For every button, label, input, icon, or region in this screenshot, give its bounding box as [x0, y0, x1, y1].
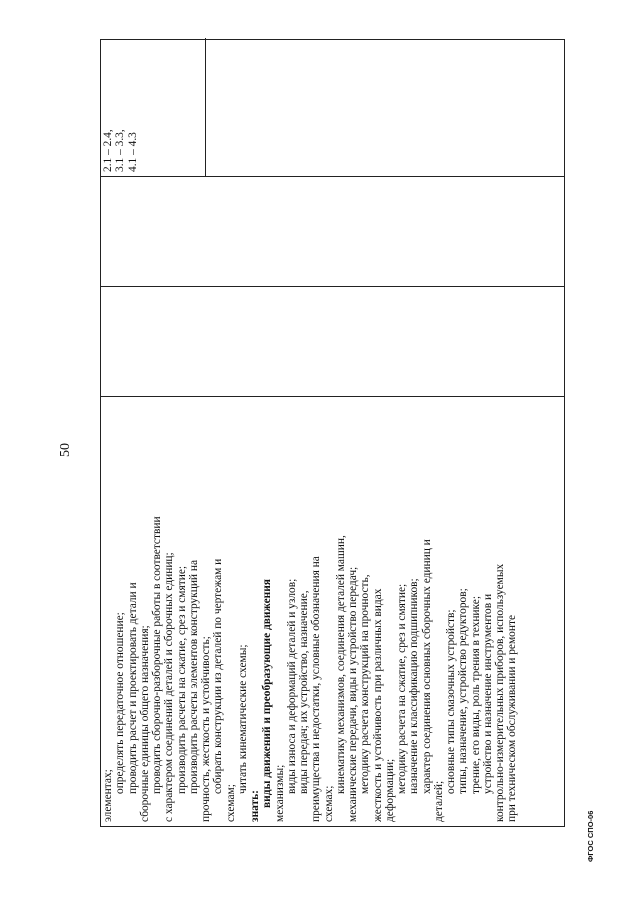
rotated-document-table	[100, 39, 565, 827]
content-line: сборочные единицы общего назначения;	[138, 625, 151, 822]
content-line: методику расчета на сжатие, срез и смятие;	[396, 583, 408, 794]
content-line: собирать конструкции из деталей по чертежам и	[212, 558, 225, 794]
content-line: прочность, жесткость и устойчивость;	[200, 636, 212, 822]
content-line: элементах;	[102, 769, 114, 822]
content-line: виды движений и преобразующие движения	[261, 579, 274, 808]
content-line: методику расчета конструкций на прочность,	[359, 574, 372, 794]
content-line: характер соединения основных сборочных единиц и	[420, 539, 433, 794]
content-line: типы, назначение, устройство редукторов;	[457, 588, 470, 794]
content-column	[101, 396, 564, 826]
empty-column-3	[101, 176, 564, 286]
competency-ref: 3.1 – 3.3,	[114, 129, 127, 172]
content-line: трение, его виды, роль трения в технике;	[469, 596, 482, 794]
competency-cell	[101, 38, 206, 176]
content-line: кинематику механизмов, соединения деталей машин,	[334, 535, 347, 794]
content-line: при техническом обслуживании и ремонте	[506, 614, 519, 822]
content-line: схемам;	[224, 784, 237, 822]
content-line: механические передачи, виды и устройство передач;	[347, 566, 359, 822]
empty-column-2	[101, 286, 564, 396]
content-line: проводить сборочно-разборочные работы в соответствии	[151, 516, 163, 794]
content-line: с характером соединений деталей и сборочных единиц;	[163, 552, 176, 822]
content-line: контрольно-измерительных приборов, используемых	[494, 563, 506, 822]
competency-column	[101, 38, 564, 176]
content-line: виды износа и деформаций деталей и узлов;	[285, 578, 298, 794]
content-line: деформации;	[383, 758, 396, 822]
content-line: жесткость и устойчивость при различных видах	[371, 588, 384, 822]
content-line: основные типы смазочных устройств;	[445, 609, 457, 794]
content-line: производить расчеты на сжатие, срез и смятие;	[175, 565, 188, 794]
content-line: читать кинематические схемы;	[236, 644, 249, 794]
content-line: производить расчеты элементов конструкций на	[187, 559, 200, 794]
content-line: назначение и классификацию подшипников;	[408, 578, 421, 794]
content-line: деталей;	[432, 780, 445, 822]
content-line: устройство и назначение инструментов и	[481, 593, 494, 794]
competency-ref: 2.1 – 2.4,	[102, 129, 114, 172]
content-line: механизмы;	[273, 764, 286, 822]
footer-code: ФГОС СПО-06	[586, 810, 595, 862]
content-line: преимущества и недостатки, условные обозначения на	[310, 556, 323, 822]
competency-ref: 4.1 – 4.3	[126, 132, 139, 172]
content-line: знать:	[249, 790, 261, 822]
content-line: проводить расчет и проектировать детали и	[126, 582, 139, 794]
content-line: виды передач; их устройство, назначение,	[298, 590, 310, 794]
curriculum-table	[100, 39, 565, 827]
content-line: определять передаточное отношение;	[114, 612, 127, 794]
content-line: схемах;	[322, 785, 335, 822]
page-number: 50	[58, 443, 73, 457]
